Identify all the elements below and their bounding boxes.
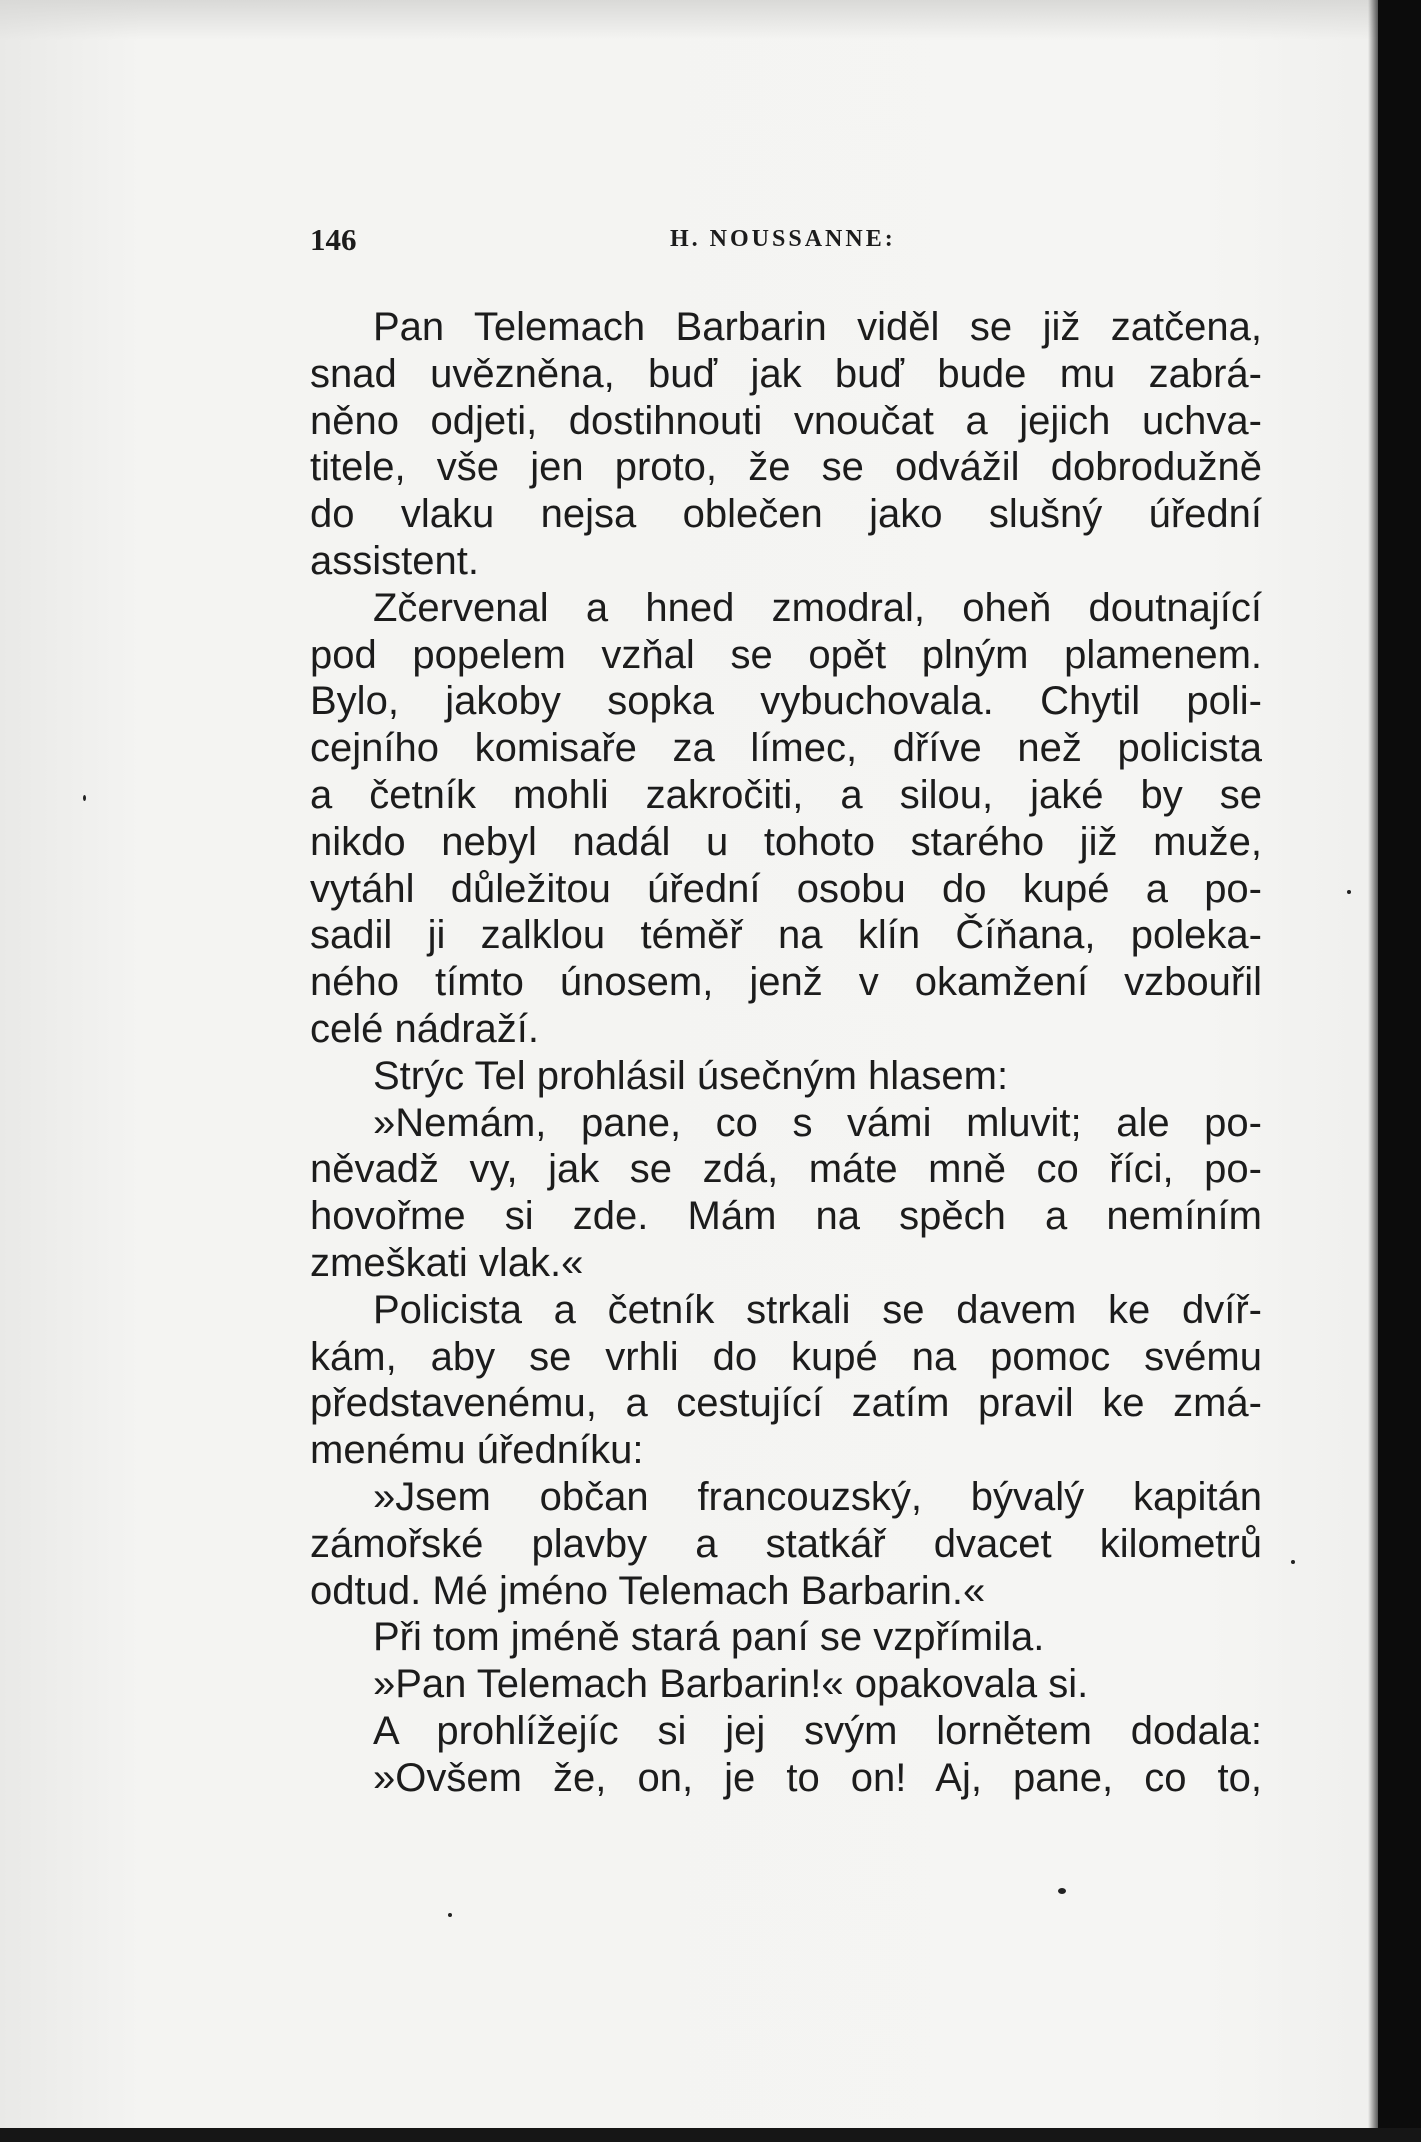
text-line: Policista a četník strkali se davem ke dvíř- — [373, 1287, 1262, 1332]
text-line: »Nemám, pane, co s vámi mluvit; ale po- — [373, 1100, 1262, 1145]
text-line: zmeškati vlak.« — [310, 1240, 584, 1285]
text-line: kám, aby se vrhli do kupé na pomoc svému — [310, 1334, 1262, 1379]
text-line: představenému, a cestující zatím pravil ke zmá- — [310, 1381, 1262, 1426]
header-author: H. NOUSSANNE: — [670, 226, 896, 252]
text-line: vytáhl důležitou úřední osobu do kupé a po- — [310, 866, 1262, 911]
scan-speck — [448, 1913, 452, 1917]
scan-bottom-edge — [0, 2128, 1421, 2142]
running-head — [310, 222, 1262, 266]
text-line: A prohlížejíc si jej svým lornětem dodala: — [373, 1708, 1262, 1753]
page-number: 146 — [310, 222, 357, 257]
text-line: celé nádraží. — [310, 1006, 540, 1051]
text-line: Strýc Tel prohlásil úsečným hlasem: — [373, 1053, 1009, 1098]
text-line: Při tom jméně stará paní se vzpřímila. — [373, 1615, 1045, 1660]
text-line: Pan Telemach Barbarin viděl se již zatčena, — [373, 305, 1262, 349]
text-line: snad uvězněna, buď jak buď bude mu zabrá- — [310, 351, 1262, 396]
text-line: hovořme si zde. Mám na spěch a nemíním — [310, 1194, 1262, 1239]
scan-speck — [1058, 1888, 1066, 1894]
text-line: a četník mohli zakročiti, a silou, jaké by se — [310, 772, 1262, 817]
text-line: »Ovšem že, on, je to on! Aj, pane, co to, — [373, 1755, 1262, 1800]
text-line: pod popelem vzňal se opět plným plamenem. — [310, 632, 1262, 677]
text-line: sadil ji zalklou téměř na klín Číňana, poleka- — [310, 913, 1262, 958]
text-line: »Pan Telemach Barbarin!« opakovala si. — [373, 1662, 1089, 1707]
text-line: titele, vše jen proto, že se odvážil dobrodužně — [310, 445, 1262, 490]
text-line: do vlaku nejsa oblečen jako slušný úřední — [310, 492, 1262, 537]
text-line: nikdo nebyl nadál u tohoto starého již muže, — [310, 819, 1262, 864]
text-line: assistent. — [310, 538, 479, 583]
text-line: něno odjeti, dostihnouti vnoučat a jejich uchva- — [310, 398, 1262, 443]
text-line: cejního komisaře za límec, dříve než policista — [310, 726, 1262, 771]
book-spine — [1378, 0, 1421, 2142]
page-top-shadow — [0, 0, 1421, 40]
text-line: něvadž vy, jak se zdá, máte mně co říci, po- — [310, 1147, 1262, 1192]
scan-speck — [83, 795, 86, 801]
text-line: odtud. Mé jméno Telemach Barbarin.« — [310, 1568, 986, 1613]
text-line: ného tímto únosem, jenž v okamžení vzbouřil — [310, 960, 1262, 1005]
body-text — [310, 304, 1262, 1802]
text-line: zámořské plavby a statkář dvacet kilometrů — [310, 1521, 1262, 1566]
scan-speck — [1291, 1560, 1295, 1564]
text-line: menému úředníku: — [310, 1428, 644, 1473]
scan-speck — [1347, 890, 1351, 894]
text-line: Bylo, jakoby sopka vybuchovala. Chytil poli- — [310, 679, 1262, 724]
text-line: Zčervenal a hned zmodral, oheň doutnající — [373, 585, 1262, 630]
text-line: »Jsem občan francouzský, bývalý kapitán — [373, 1474, 1262, 1519]
